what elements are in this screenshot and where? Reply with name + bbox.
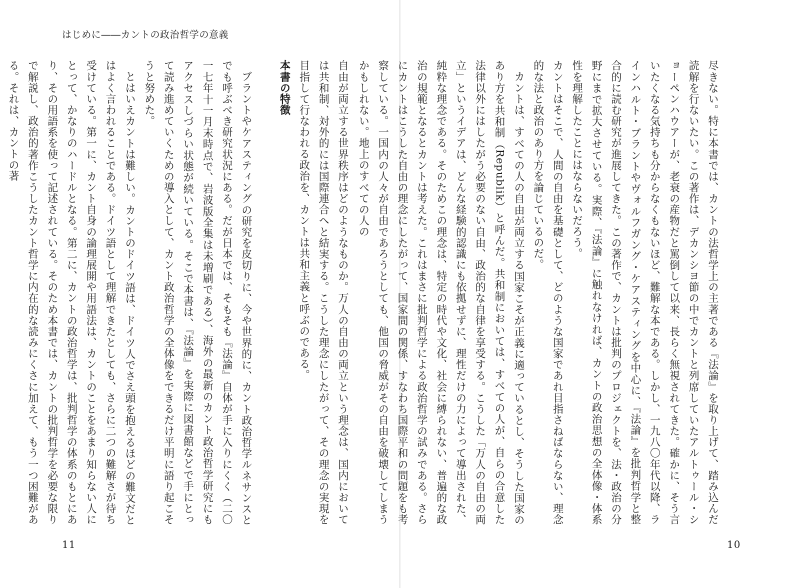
running-head: はじめに――カントの政治哲学の意義 bbox=[62, 30, 229, 41]
body-paragraph: 自由が両立する世界秩序はどのようなものか。万人の自由の両立という理念は、国内においては共和制、対外的には国際連合へと結実する。こうした理念にしたがって、その理念の実現を目指して行なわれる政治を、カントは共和主義と呼ぶのである。 bbox=[298, 60, 349, 525]
body-paragraph: とはいえカントは難しい。カントのドイツ語は、ドイツ人でさえ頭を抱えるほどの難文だとはよく言われることである。ドイツ語として理解できたとしても、さらに二つの難解さが待ち受けている。第一に、カント自身の論理展開や用語法は、カントのことをあまり知らない人にとって、かなりのハードルとなる。第二に、カントの政治哲学は、批判哲学の体系のもとにあり、その用語系を使って記述されている。そのため本書では、カントの批判哲学を必要な限りで解説し、政治的著作こうしたカント哲学に内在的な読みにくさに加えて、もう一つ困難がある。それは、カントの著 bbox=[7, 60, 136, 525]
page-number-right: 10 bbox=[727, 540, 741, 551]
body-paragraph: 尽きない。特に本書では、カントの法哲学上の主著である『法論』を取り上げて、踏み込んだ読解を行ないたい。この著作は、デカンシヨ節の中でカントと列席していたアルトゥール・ショーペンハウアーが、老衰の産物だと罵倒して以来、長らく無視されてきた。確かに、そう言いたくなる気持ちも分からなくもないほど、難解な本である。しかし、一九八〇年代以降、ラインハルト・ブラントやヴォルフガング・ケアスティングを中心に、『法論』を批判哲学と整合的に読む研究が進展してきた。この著作で、カントは批判のプロジェクトを、法・政治の分野にまで拡大させている。実際、『法論』に触れなければ、カントの政治思想の全体像・体系性を理解したことにはならないだろう。 bbox=[571, 60, 719, 525]
section-heading: 本書の特徴 bbox=[278, 60, 291, 116]
left-page-body bbox=[7, 60, 352, 525]
body-paragraph: ブラントやケアスティングの研究を皮切りに、今や世界的に、カント政治哲学ルネサンスとでも呼ぶべき研究状況にある。だが日本では、そもそも『法論』自体が手に入りにくく（二〇一七年十一月末時点で、岩波版全集は未増刷である）、海外の最新のカント政治哲学研究にもアクセスしづらい状態が続いている。そこで本書は、『法論』を実際に図書館などで手にとって読み進めていくための導入として、カント政治哲学の全体像をできるだけ平明に語り起こそうと努めた。 bbox=[143, 60, 253, 525]
body-paragraph: カントは、すべての人の自由が両立する国家こそが正義に適っているとし、そうした国家のあり方を共和制（Republik）と呼んだ。共和制においては、すべての人が、自らの合意した法律以外にはしたがう必要のない自由、政治的な自律を享受する。こうした「万人の自由の両立」というイデアは、どんな経験的認識にも依拠せずに、理性だけの力によって導出された、純粋な理念である。そのためこの理念は、特定の時代や文化、社会に縛られない、普遍的な政治の規範となるとカントは考えた。これはまさに批判哲学による政治哲学の試みである。さらにカントはこうした自由の理念にしたがって、国家間の関係、すなわち国際平和の問題をも考察している。一国内の人々が自由であろうとしても、他国の脅威がその自由を破壊してしまうかもしれない。地上のすべての人の bbox=[357, 60, 525, 525]
right-page-body bbox=[357, 60, 722, 525]
body-paragraph: カントはそこで、人間の自由を基礎として、どのような国家であれ目指さねばならない、理念的な法と政治のあり方を論じているのだ。 bbox=[532, 60, 564, 525]
page-number-left: 11 bbox=[62, 540, 76, 551]
